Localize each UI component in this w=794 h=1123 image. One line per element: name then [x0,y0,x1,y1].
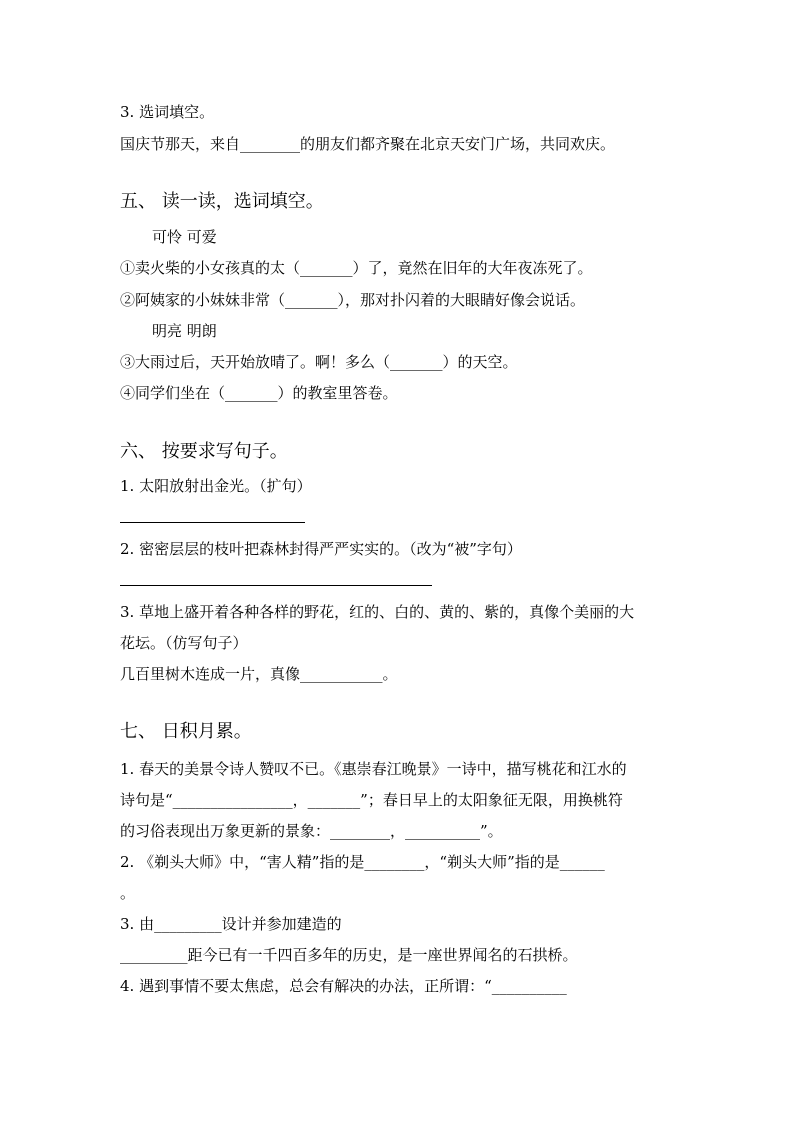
answer-line-2 [120,585,432,586]
section-7-question-3-line-1: 3. 由_________设计并参加建造的 [120,915,342,933]
section-5-item-3: ③大雨过后，天开始放晴了。啊！多么（_______）的天空。 [120,353,518,371]
section-6-question-3-line-1: 3. 草地上盛开着各种各样的野花，红的、白的、黄的、紫的，真像个美丽的大 [120,603,635,621]
section-5-heading: 五、 读一读，选词填空。 [120,191,324,212]
section-5-item-2: ②阿姨家的小妹妹非常（_______），那对扑闪着的大眼睛好像会说话。 [120,291,586,309]
word-choices-2: 明亮 明朗 [152,322,217,340]
answer-line-1 [120,522,305,523]
question-3-title: 3. 选词填空。 [120,103,215,121]
section-6-question-3-line-2: 花坛。（仿写句子） [120,634,248,652]
section-7-question-3-line-2: _________距今已有一千四百多年的历史，是一座世界闻名的石拱桥。 [120,946,578,964]
section-5-item-1: ①卖火柴的小女孩真的太（_______）了，竟然在旧年的大年夜冻死了。 [120,259,593,277]
section-6-question-3-answer: 几百里树木连成一片，真像___________。 [120,665,398,683]
section-7-question-1-line-1: 1. 春天的美景令诗人赞叹不已。《惠崇春江晚景》一诗中，描写桃花和江水的 [120,760,627,778]
question-3-sentence: 国庆节那天，来自________的朋友们都齐聚在北京天安门广场，共同欢庆。 [120,135,616,153]
section-7-question-1-line-2: 诗句是“________________，_______”；春日早上的太阳象征无限，用换桃符 [120,791,623,809]
section-7-heading: 七、 日积月累。 [120,721,252,742]
section-5-item-4: ④同学们坐在（_______）的教室里答卷。 [120,384,398,402]
section-6-question-2: 2. 密密层层的枝叶把森林封得严严实实的。（改为“被”字句） [120,540,522,558]
section-6-heading: 六、 按要求写句子。 [120,441,288,462]
section-7-question-1-line-3: 的习俗表现出万象更新的景象：________，__________”。 [120,822,503,840]
section-7-question-4-line-1: 4. 遇到事情不要太焦虑，总会有解决的办法，正所谓：“__________ [120,977,567,995]
section-6-question-1: 1. 太阳放射出金光。（扩句） [120,477,312,495]
word-choices-1: 可怜 可爱 [152,228,217,246]
section-7-question-2-line-2: 。 [120,884,136,902]
section-7-question-2-line-1: 2. 《剃头大师》中，“害人精”指的是________，“剃头大师”指的是______ [120,853,605,871]
